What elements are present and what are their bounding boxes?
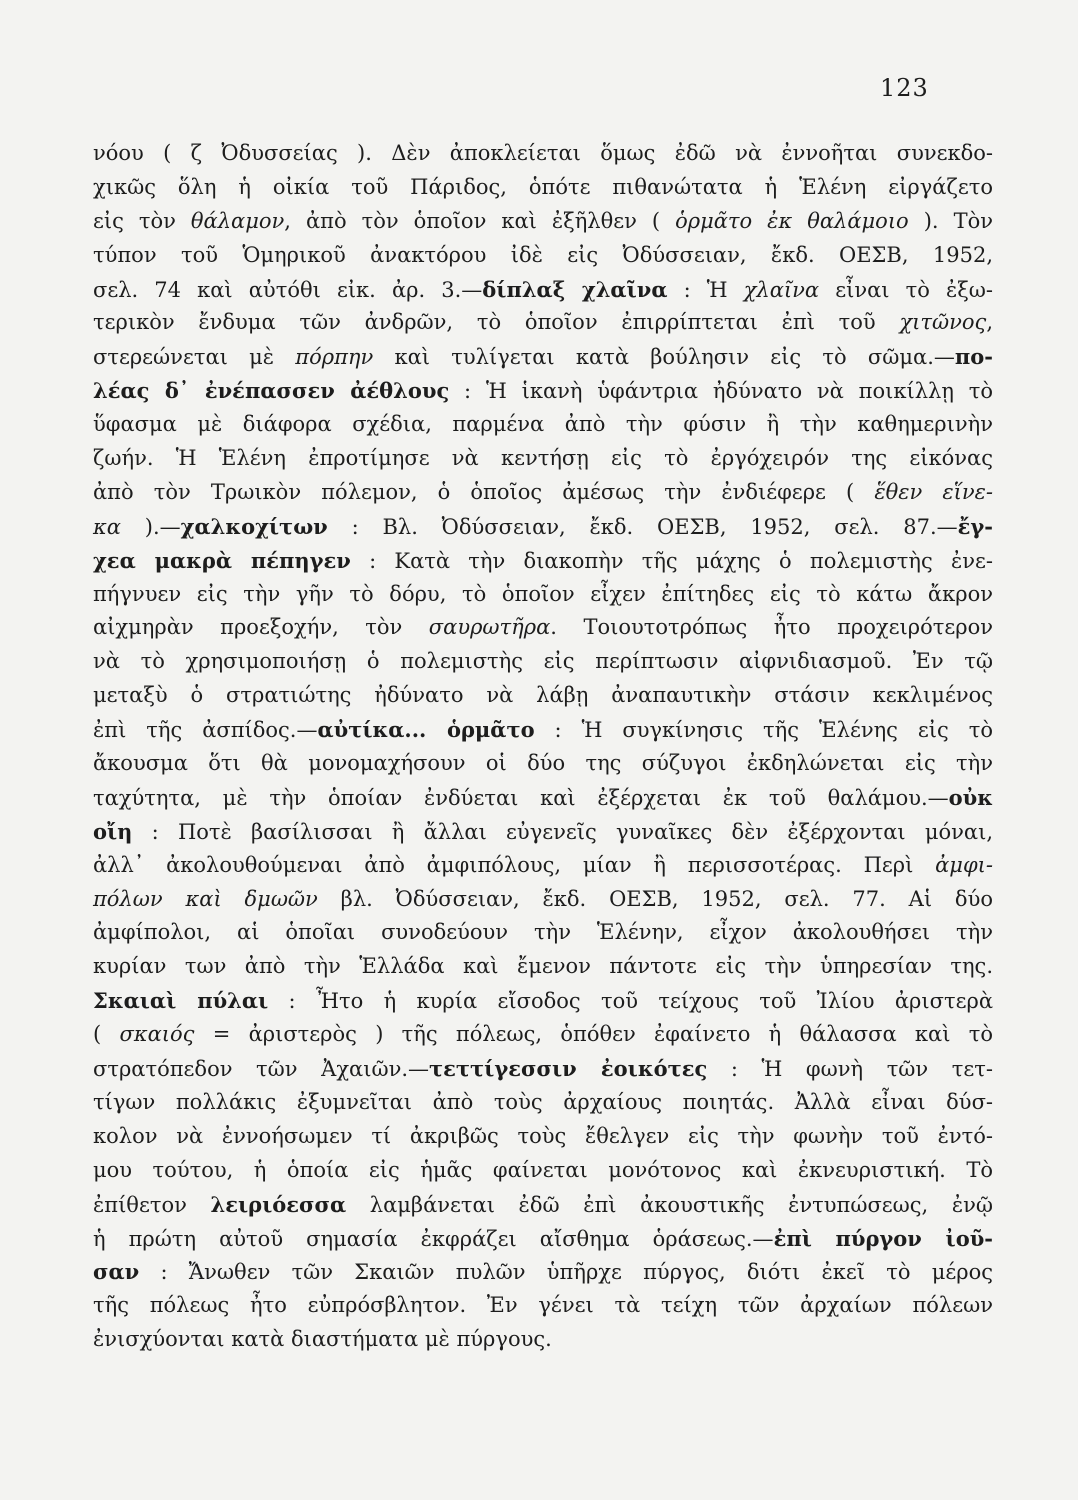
text-line: [93, 1289, 993, 1323]
text-line: [93, 1222, 993, 1256]
text-run: ἡ πρώτη αὐτοῦ σημασία ἐκφράζει αἴσθημα ὁράσεως.—: [93, 1226, 774, 1251]
text-run: τίγων πολλάκις ἐξυμνεῖται ἀπὸ τοὺς ἀρχαίους ποιητάς. Ἀλλὰ εἶναι δύσ-: [93, 1089, 993, 1114]
text-run: ἄκουσμα ὅτι θὰ μονομαχήσουν οἱ δύο της σύζυγοι ἐκδηλώνεται εἰς τὴν: [93, 751, 993, 776]
lemma-term: οἴη: [93, 818, 133, 844]
text-run: στερεώνεται μὲ: [93, 345, 296, 370]
lemma-term: Σκαιαὶ πύλαι: [93, 988, 269, 1014]
text-run: βλ. Ὀδύσσειαν, ἔκδ. ΟΕΣΒ, 1952, σελ. 77. Αἱ δύο: [317, 886, 993, 911]
quoted-term: ἕθεν εἵνε-: [874, 479, 993, 504]
lemma-term: πο-: [954, 344, 993, 370]
text-line: [93, 273, 993, 307]
text-line: [93, 713, 993, 747]
text-run: : Βλ. Ὀδύσσειαν, ἔκδ. ΟΕΣΒ, 1952, σελ. 87.—: [327, 514, 958, 539]
text-line: [93, 1086, 993, 1120]
text-run: λαμβάνεται ἐδῶ ἐπὶ ἀκουστικῆς ἐντυπώσεως, ἐνῷ: [346, 1192, 994, 1217]
text-run: ). Τὸν: [908, 208, 993, 233]
text-run: κυρίαν των ἀπὸ τὴν Ἑλλάδα καὶ ἔμενον πάντοτε εἰς τὴν ὑπηρεσίαν της.: [93, 954, 993, 979]
quoted-term: σκαιός: [119, 1022, 195, 1047]
quoted-term: ἀμφι-: [935, 852, 993, 877]
text-run: (: [93, 1022, 120, 1047]
text-line: [93, 1188, 993, 1222]
text-run: αἰχμηρὰν προεξοχήν, τὸν: [93, 615, 429, 640]
text-line: [93, 544, 993, 578]
text-run: μεταξὺ ὁ στρατιώτης ἠδύνατο νὰ λάβῃ ἀναπαυτικὴν στάσιν κεκλιμένος: [93, 683, 993, 708]
text-line: [93, 984, 993, 1018]
text-run: κολον νὰ ἐννοήσωμεν τί ἀκριβῶς τοὺς ἔθελγεν εἰς τὴν φωνὴν τοῦ ἐντό-: [93, 1123, 993, 1148]
text-line: [93, 815, 993, 849]
quoted-term: κα: [93, 514, 121, 539]
text-line: [93, 781, 993, 815]
text-run: μου τούτου, ἡ ὁποία εἰς ἡμᾶς φαίνεται μονότονος καὶ ἐκνευριστική. Τὸ: [93, 1157, 993, 1182]
text-line: [93, 950, 993, 984]
text-run: : Κατὰ τὴν διακοπὴν τῆς μάχης ὁ πολεμιστὴς ἐνε-: [350, 548, 993, 573]
text-run: : Ἡ φωνὴ τῶν τετ-: [707, 1057, 993, 1082]
text-line: [93, 1154, 993, 1188]
text-line: [93, 611, 993, 645]
text-run: : Ἄνωθεν τῶν Σκαιῶν πυλῶν ὑπῆρχε πύργος, διότι ἐκεῖ τὸ μέρος: [139, 1260, 993, 1285]
text-line: [93, 340, 993, 374]
text-run: ἀλλ᾽ ἀκολουθούμεναι ἀπὸ ἀμφιπόλους, μίαν ἢ περισσοτέρας. Περὶ: [93, 852, 936, 877]
text-run: ἐνισχύονται κατὰ διαστήματα μὲ πύργους.: [93, 1327, 552, 1352]
lemma-term: σαν: [93, 1259, 140, 1285]
text-line: [93, 205, 993, 239]
text-line: [93, 578, 993, 612]
text-line: [93, 442, 993, 476]
text-run: : Ἡ ἱκανὴ ὑφάντρια ἠδύνατο νὰ ποικίλλῃ τὸ: [449, 379, 993, 404]
quoted-term: πόλων καὶ δμωῶν: [93, 886, 318, 911]
lemma-term: οὐκ: [948, 784, 993, 810]
text-run: σελ. 74 καὶ αὐτόθι εἰκ. ἀρ. 3.—: [93, 277, 483, 302]
quoted-term: σαυρωτῆρα: [428, 615, 551, 640]
quoted-term: χιτῶνος: [899, 310, 987, 335]
text-run: ταχύτητα, μὲ τὴν ὁποίαν ἐνδύεται καὶ ἐξέρχεται ἐκ τοῦ θαλάμου.—: [93, 785, 949, 810]
text-run: νὰ τὸ χρησιμοποιήσῃ ὁ πολεμιστὴς εἰς περίπτωσιν αἰφνιδιασμοῦ. Ἐν τῷ: [93, 649, 993, 674]
text-run: : Ἦτο ἡ κυρία εἴσοδος τοῦ τείχους τοῦ Ἰλίου ἀριστερὰ: [268, 989, 993, 1014]
lemma-term: αὐτίκα... ὁρμᾶτο: [317, 717, 535, 743]
text-run: τερικὸν ἔνδυμα τῶν ἀνδρῶν, τὸ ὁποῖον ἐπιρρίπτεται ἐπὶ τοῦ: [93, 310, 900, 335]
text-line: [93, 510, 993, 544]
text-run: ,: [986, 310, 993, 335]
text-line: [93, 306, 993, 340]
text-run: χικῶς ὅλη ἡ οἰκία τοῦ Πάριδος, ὁπότε πιθανώτατα ἡ Ἑλένη εἰργάζετο: [93, 174, 993, 199]
quoted-term: χλαῖνα: [743, 277, 820, 302]
text-run: καὶ τυλίγεται κατὰ βούλησιν εἰς τὸ σῶμα.—: [373, 345, 955, 370]
text-line: [93, 239, 993, 273]
lemma-term: λειριόεσσα: [210, 1191, 347, 1217]
lemma-term: χεα μακρὰ πέπηγεν: [93, 547, 351, 573]
lemma-term: ἐπὶ πύργον ἰοῦ-: [773, 1225, 993, 1251]
page-number: 123: [880, 74, 929, 102]
lemma-term: τεττίγεσσιν ἐοικότες: [429, 1056, 708, 1082]
text-line: [93, 137, 993, 171]
quoted-term: ὁρμᾶτο ἐκ θαλάμοιο: [675, 208, 909, 233]
text-line: [93, 1018, 993, 1052]
text-run: τύπον τοῦ Ὁμηρικοῦ ἀνακτόρου ἰδὲ εἰς Ὀδύσσειαν, ἔκδ. ΟΕΣΒ, 1952,: [93, 242, 993, 267]
text-run: = ἀριστερὸς ) τῆς πόλεως, ὁπόθεν ἐφαίνετο ἡ θάλασσα καὶ τὸ: [194, 1022, 994, 1047]
text-line: [93, 171, 993, 205]
text-line: [93, 1323, 993, 1357]
lemma-term: χαλκοχίτων: [180, 513, 328, 539]
text-run: στρατόπεδον τῶν Ἀχαιῶν.—: [93, 1057, 430, 1082]
text-run: : Ποτὲ βασίλισσαι ἢ ἄλλαι εὐγενεῖς γυναῖκες δὲν ἐξέρχονται μόναι,: [132, 819, 993, 844]
lemma-term: λέας δ᾽ ἐνέπασσεν ἀέθλους: [93, 378, 450, 404]
text-line: [93, 1120, 993, 1154]
text-run: : Ἡ: [667, 277, 744, 302]
text-run: ἀμφίπολοι, αἱ ὁποῖαι συνοδεύουν τὴν Ἑλένην, εἶχον ἀκολουθήσει τὴν: [93, 920, 993, 945]
text-run: ἀπὸ τὸν Τρωικὸν πόλεμον, ὁ ὁποῖος ἀμέσως τὴν ἐνδιέφερε (: [93, 479, 875, 504]
commentary-text: [93, 137, 993, 1357]
text-line: [93, 374, 993, 408]
text-run: τῆς πόλεως ἦτο εὐπρόσβλητον. Ἐν γένει τὰ τείχη τῶν ἀρχαίων πόλεων: [93, 1293, 993, 1318]
text-run: . Τοιουτοτρόπως ἦτο προχειρότερον: [550, 615, 993, 640]
text-run: ἐπίθετον: [93, 1192, 211, 1217]
quoted-term: θάλαμον: [190, 208, 285, 233]
text-line: [93, 1052, 993, 1086]
text-line: [93, 1255, 993, 1289]
text-line: [93, 679, 993, 713]
lemma-term: δίπλαξ χλαῖνα: [482, 276, 668, 302]
text-run: εἰς τὸν: [93, 208, 191, 233]
text-run: νόου ( ζ Ὀδυσσείας ). Δὲν ἀποκλείεται ὅμως ἐδῶ νὰ ἐννοῆται συνεκδο-: [93, 141, 993, 165]
text-line: [93, 883, 993, 917]
text-line: [93, 476, 993, 510]
text-run: ὕφασμα μὲ διάφορα σχέδια, παρμένα ἀπὸ τὴν φύσιν ἢ τὴν καθημερινὴν: [93, 412, 993, 437]
quoted-term: πόρπην: [295, 345, 374, 370]
text-run: πήγνυεν εἰς τὴν γῆν τὸ δόρυ, τὸ ὁποῖον εἶχεν ἐπίτηδες εἰς τὸ κάτω ἄκρον: [93, 581, 993, 606]
text-line: [93, 747, 993, 781]
text-run: εἶναι τὸ ἐξω-: [819, 277, 994, 302]
text-run: ζωήν. Ἡ Ἑλένη ἐπροτίμησε νὰ κεντήσῃ εἰς τὸ ἐργόχειρόν της εἰκόνας: [93, 446, 993, 471]
text-run: ).—: [120, 514, 181, 539]
text-line: [93, 916, 993, 950]
text-run: ἐπὶ τῆς ἀσπίδος.—: [93, 718, 318, 743]
text-line: [93, 408, 993, 442]
text-line: [93, 849, 993, 883]
text-run: , ἀπὸ τὸν ὁποῖον καὶ ἐξῆλθεν (: [284, 208, 676, 233]
text-line: [93, 645, 993, 679]
text-run: : Ἡ συγκίνησις τῆς Ἑλένης εἰς τὸ: [534, 718, 994, 743]
lemma-term: ἔγ-: [957, 513, 994, 539]
